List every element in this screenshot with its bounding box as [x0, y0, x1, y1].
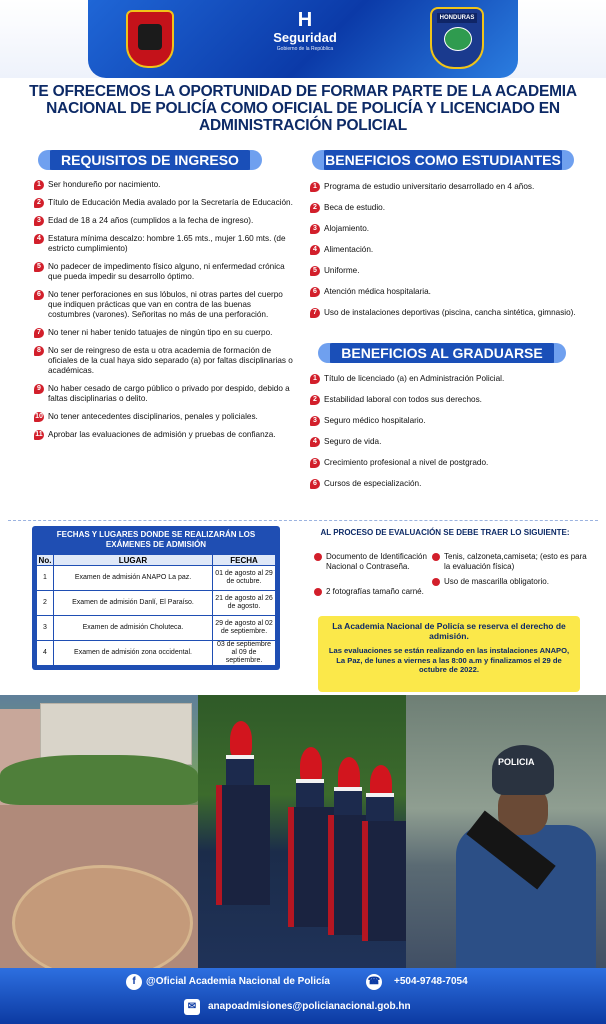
seguridad-logo: [260, 10, 350, 62]
list-item: 3 Seguro médico hospitalario.: [310, 416, 578, 426]
requisitos-heading: [42, 150, 258, 170]
notice-box: [318, 616, 580, 692]
table-row: 4 Examen de admisión zona occidental. 03 de septiembre al 09 de septiembre.: [37, 641, 276, 666]
academy-aerial-photo: [0, 695, 198, 980]
list-item: 1 Programa de estudio universitario desarrollado en 4 años.: [310, 182, 578, 192]
list-item: 4 Seguro de vida.: [310, 437, 578, 447]
list-item: 3 Edad de 18 a 24 años (cumplidos a la fecha de ingreso).: [34, 216, 294, 226]
bullet-icon: [314, 588, 322, 596]
table-row: 2 Examen de admisión Danlí, El Paraíso. 21 de agosto al 26 de agosto.: [37, 591, 276, 616]
list-item: 6 Cursos de especialización.: [310, 479, 578, 489]
list-item: 4 Estatura mínima descalzo: hombre 1.65 mts., mujer 1.60 mts. (de estricto cumplimiento): [34, 234, 294, 254]
photo-strip: [0, 695, 606, 980]
police-officer-photo: [406, 695, 606, 980]
phone-link[interactable]: +504-9748-7054: [394, 976, 468, 987]
bullet-icon: [314, 553, 322, 561]
list-item: 3 Alojamiento.: [310, 224, 578, 234]
table-row: 1 Examen de admisión ANAPO La paz. 01 de agosto al 29 de octubre.: [37, 566, 276, 591]
seguridad-name: Seguridad: [273, 30, 337, 45]
table-row: 3 Examen de admisión Choluteca. 29 de agosto al 02 de septiembre.: [37, 616, 276, 641]
list-item: 1 Ser hondureño por nacimiento.: [34, 180, 294, 190]
list-item: 2 fotografías tamaño carné.: [314, 587, 438, 597]
list-item: 5 No padecer de impedimento físico alguno, ni enfermedad crónica que pueda impedir su desarrollo óptimo.: [34, 262, 294, 282]
email-icon: ✉: [184, 999, 200, 1015]
beneficios-graduarse-heading-text: BENEFICIOS AL GRADUARSE: [341, 345, 543, 361]
list-item: 2 Estabilidad laboral con todos sus derechos.: [310, 395, 578, 405]
list-item: 9 No haber cesado de cargo público o privado por despido, debido a faltas disciplinarias o delito.: [34, 384, 294, 404]
notice-line1: La Academia Nacional de Policía se reserva el derecho de admisión.: [332, 621, 566, 641]
requisitos-list: [34, 180, 294, 440]
column-header: No.: [37, 555, 54, 566]
exam-table-box: [32, 526, 280, 670]
bullet-icon: [432, 553, 440, 561]
exam-table: [36, 554, 276, 666]
list-item: 5 Crecimiento profesional a nivel de postgrado.: [310, 458, 578, 468]
beneficios-estudiantes-list: [310, 182, 578, 318]
facebook-icon: f: [126, 974, 142, 990]
beneficios-estudiantes-heading: [316, 150, 570, 170]
evaluacion-heading: AL PROCESO DE EVALUACIÓN SE DEBE TRAER LO SIGUIENTE:: [320, 528, 570, 537]
list-item: 7 Uso de instalaciones deportivas (piscina, cancha sintética, gimnasio).: [310, 308, 578, 318]
facebook-link[interactable]: @Oficial Academia Nacional de Policía: [146, 976, 330, 987]
honduras-police-shield-icon: [430, 7, 484, 69]
footer: [0, 968, 606, 1024]
list-item: 5 Uniforme.: [310, 266, 578, 276]
notice-line2: Las evaluaciones se están realizando en las instalaciones ANAPO, La Paz, de lunes a viernes a las 8:00 a.m y finalizamos el 29 de octubre de 2022.: [328, 646, 570, 674]
helmet-text: POLICIA: [498, 757, 535, 767]
list-item: 2 Beca de estudio.: [310, 203, 578, 213]
shield-text: HONDURAS: [437, 13, 477, 23]
academy-shield-icon: [126, 10, 174, 68]
column-header: FECHA: [213, 555, 276, 566]
list-item: 7 No tener ni haber tenido tatuajes de ningún tipo en su cuerpo.: [34, 328, 294, 338]
list-item: 4 Alimentación.: [310, 245, 578, 255]
exam-table-heading: FECHAS Y LUGARES DONDE SE REALIZARÁN LOS EXÁMENES DE ADMISIÓN: [56, 530, 256, 549]
list-item: 8 No ser de reingreso de esta u otra academia de formación de oficiales de la cual haya sido separado (a) por faltas disciplinarias o académicas.: [34, 346, 294, 376]
list-item: Uso de mascarilla obligatorio.: [432, 577, 594, 587]
list-item: 6 Atención médica hospitalaria.: [310, 287, 578, 297]
bullet-icon: [432, 578, 440, 586]
beneficios-graduarse-list: [310, 374, 578, 489]
list-item: 6 No tener perforaciones en sus lóbulos, ni otras partes del cuerpo que indiquen prácticas que van en contra de las buenas costumbres (varones). Señoritas no más de una perforación.: [34, 290, 294, 320]
email-link[interactable]: anapoadmisiones@policianacional.gob.hn: [208, 1001, 411, 1012]
header: [0, 0, 606, 78]
phone-icon: ☎: [366, 974, 382, 990]
list-item: 1 Título de licenciado (a) en Administración Policial.: [310, 374, 578, 384]
list-item: 10 No tener antecedentes disciplinarios, penales y policiales.: [35, 412, 258, 421]
seguridad-mark: H: [297, 9, 313, 31]
page-title: TE OFRECEMOS LA OPORTUNIDAD DE FORMAR PARTE DE LA ACADEMIA NACIONAL DE POLICÍA COMO OFICIAL DE POLICÍA Y LICENCIADO EN ADMINISTRACIÓN POLICIAL: [29, 83, 577, 134]
list-item: Documento de Identificación Nacional o Contraseña.: [314, 552, 438, 571]
list-item: 11 Aprobar las evaluaciones de admisión y pruebas de confianza.: [35, 430, 276, 439]
list-item: 2 Título de Educación Media avalado por la Secretaría de Educación.: [34, 198, 294, 208]
beneficios-graduarse-heading: [322, 343, 562, 363]
column-header: LUGAR: [54, 555, 213, 566]
list-item: Tenis, calzoneta,camiseta; (esto es para la evaluación física): [432, 552, 594, 571]
requisitos-heading-text: REQUISITOS DE INGRESO: [61, 152, 239, 168]
seguridad-sub: Gobierno de la República: [276, 46, 334, 52]
divider: [8, 520, 598, 521]
cadets-parade-photo: [198, 695, 406, 980]
beneficios-estudiantes-heading-text: BENEFICIOS COMO ESTUDIANTES: [325, 152, 561, 168]
